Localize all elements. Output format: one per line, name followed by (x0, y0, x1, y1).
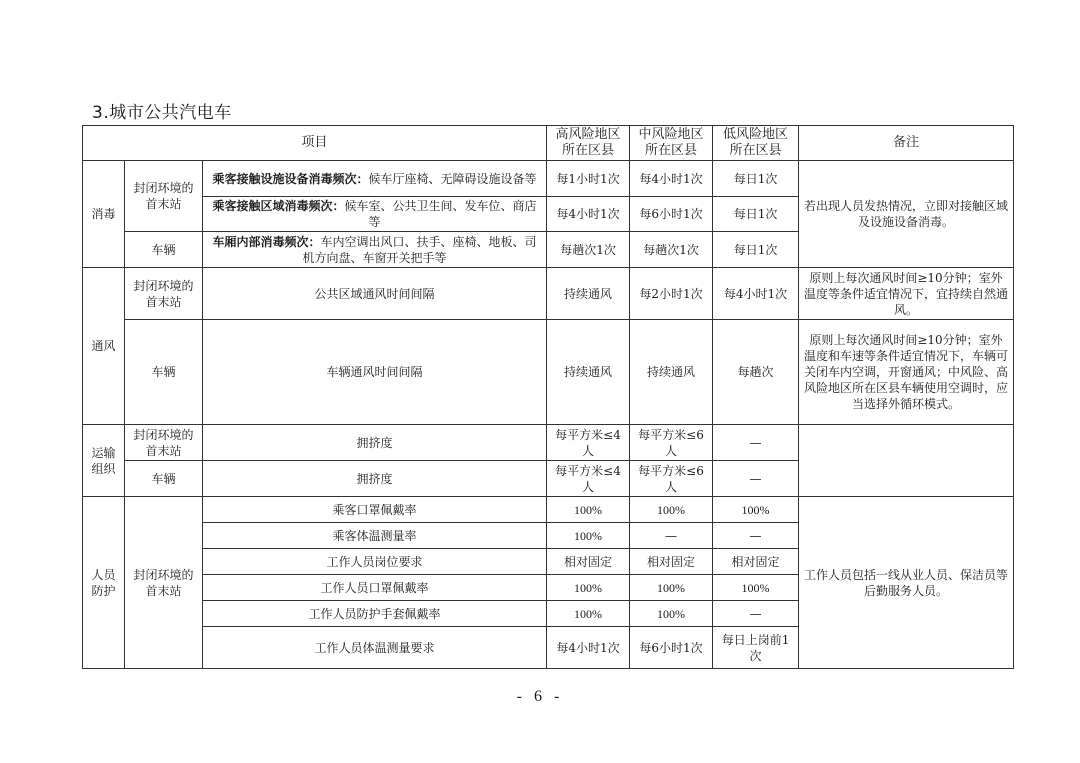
high-cell: 持续通风 (547, 320, 630, 425)
location-terminal: 封闭环境的首末站 (125, 497, 203, 669)
mid-cell: — (630, 523, 713, 549)
category-disinfect: 消毒 (83, 161, 125, 268)
mid-cell: 每2小时1次 (630, 268, 713, 320)
location-vehicle: 车辆 (125, 461, 203, 497)
high-cell: 100% (547, 575, 630, 601)
item-cell: 工作人员体温测量要求 (203, 627, 547, 669)
category-personnel: 人员防护 (83, 497, 125, 669)
header-high-risk: 高风险地区所在区县 (547, 126, 630, 161)
low-cell: — (713, 425, 799, 461)
low-cell: 每日上岗前1次 (713, 627, 799, 669)
table-row (83, 497, 1014, 523)
low-cell: 100% (713, 497, 799, 523)
mid-cell: 100% (630, 601, 713, 627)
item-bold: 乘客接触设施设备消毒频次： (212, 171, 369, 186)
remark-cell: 工作人员包括一线从业人员、保洁员等后勤服务人员。 (799, 497, 1014, 669)
item-cell (203, 197, 547, 232)
high-cell: 每4小时1次 (547, 197, 630, 232)
high-cell: 每1小时1次 (547, 161, 630, 197)
high-cell: 每趟次1次 (547, 232, 630, 268)
location-vehicle: 车辆 (125, 232, 203, 268)
item-cell (203, 232, 547, 268)
low-cell: 每日1次 (713, 232, 799, 268)
item-bold: 车厢内部消毒频次： (212, 234, 321, 249)
item-cell (203, 161, 547, 197)
high-cell: 100% (547, 497, 630, 523)
high-cell: 100% (547, 601, 630, 627)
remark-cell (799, 425, 1014, 497)
mid-cell: 每趟次1次 (630, 232, 713, 268)
item-cell: 公共区域通风时间间隔 (203, 268, 547, 320)
category-transport: 运输组织 (83, 425, 125, 497)
header-mid-risk: 中风险地区所在区县 (630, 126, 713, 161)
item-bold: 乘客接触区域消毒频次： (212, 199, 345, 213)
table-row (83, 161, 1014, 197)
low-cell: 每4小时1次 (713, 268, 799, 320)
item-text: 候车厅座椅、无障碍设施设备等 (368, 171, 537, 186)
header-remark: 备注 (799, 126, 1014, 161)
table-header-row (83, 126, 1014, 161)
remark-cell: 原则上每次通风时间≥10分钟；室外温度和车速等条件适宜情况下，车辆可关闭车内空调，开窗通风；中风险、高风险地区所在区县车辆使用空调时，应当选择外循环模式。 (799, 320, 1014, 425)
high-cell: 每平方米≤4人 (547, 425, 630, 461)
item-cell: 拥挤度 (203, 461, 547, 497)
remark-cell: 若出现人员发热情况，立即对接触区域及设施设备消毒。 (799, 161, 1014, 268)
item-cell: 工作人员岗位要求 (203, 549, 547, 575)
header-low-risk: 低风险地区所在区县 (713, 126, 799, 161)
mid-cell: 持续通风 (630, 320, 713, 425)
section-title: 3.城市公共汽电车 (92, 103, 232, 123)
mid-cell: 每6小时1次 (630, 197, 713, 232)
location-vehicle: 车辆 (125, 320, 203, 425)
item-text: 候车室、公共卫生间、发车位、商店等 (344, 199, 537, 229)
item-cell: 拥挤度 (203, 425, 547, 461)
mid-cell: 相对固定 (630, 549, 713, 575)
mid-cell: 100% (630, 575, 713, 601)
low-cell: 每日1次 (713, 161, 799, 197)
high-cell: 每平方米≤4人 (547, 461, 630, 497)
low-cell: 每趟次 (713, 320, 799, 425)
item-cell: 车辆通风时间间隔 (203, 320, 547, 425)
remark-cell: 原则上每次通风时间≥10分钟；室外温度等条件适宜情况下，宜持续自然通风。 (799, 268, 1014, 320)
mid-cell: 每4小时1次 (630, 161, 713, 197)
low-cell: 相对固定 (713, 549, 799, 575)
category-ventilate: 通风 (83, 268, 125, 425)
item-cell: 乘客口罩佩戴率 (203, 497, 547, 523)
table-row (83, 425, 1014, 461)
high-cell: 100% (547, 523, 630, 549)
mid-cell: 每平方米≤6人 (630, 425, 713, 461)
table-row (83, 320, 1014, 425)
location-terminal: 封闭环境的首末站 (125, 268, 203, 320)
location-terminal: 封闭环境的首末站 (125, 161, 203, 232)
low-cell: 100% (713, 575, 799, 601)
mid-cell: 每6小时1次 (630, 627, 713, 669)
high-cell: 每4小时1次 (547, 627, 630, 669)
page-number: - 6 - (516, 688, 564, 705)
low-cell: 每日1次 (713, 197, 799, 232)
low-cell: — (713, 523, 799, 549)
item-cell: 工作人员防护手套佩戴率 (203, 601, 547, 627)
item-cell: 乘客体温测量率 (203, 523, 547, 549)
item-text: 车内空调出风口、扶手、座椅、地板、司机方向盘、车窗开关把手等 (302, 234, 537, 265)
item-cell: 工作人员口罩佩戴率 (203, 575, 547, 601)
high-cell: 相对固定 (547, 549, 630, 575)
high-cell: 持续通风 (547, 268, 630, 320)
table-row (83, 268, 1014, 320)
mid-cell: 每平方米≤6人 (630, 461, 713, 497)
measures-table (82, 125, 1014, 669)
location-terminal: 封闭环境的首末站 (125, 425, 203, 461)
mid-cell: 100% (630, 497, 713, 523)
low-cell: — (713, 461, 799, 497)
header-item: 项目 (83, 126, 547, 161)
low-cell: — (713, 601, 799, 627)
